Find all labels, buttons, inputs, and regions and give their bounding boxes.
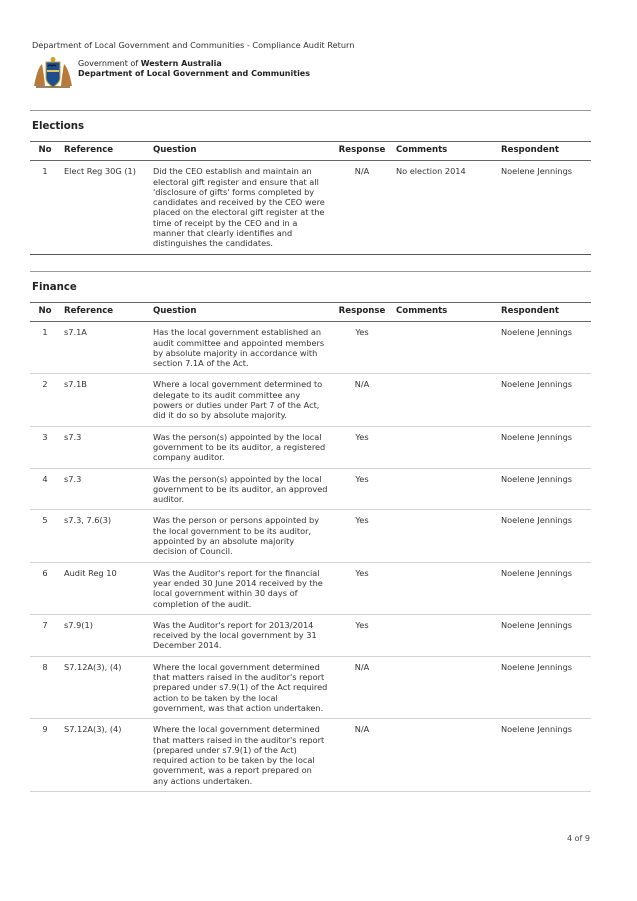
row-respondent: Noelene Jennings: [497, 719, 591, 792]
row-question: Has the local government established an audit committee and appointed members by absolute majority in accordance with section 7.1A of the Act.: [149, 322, 332, 374]
row-reference: Audit Reg 10: [60, 562, 149, 614]
row-no: 1: [30, 322, 60, 374]
row-comments: [392, 562, 497, 614]
row-respondent: Noelene Jennings: [497, 510, 591, 562]
row-comments: [392, 719, 497, 792]
row-comments: [392, 374, 497, 426]
column-header-response: Response: [332, 303, 392, 322]
row-respondent: Noelene Jennings: [497, 656, 591, 718]
table-row: [30, 562, 591, 614]
row-question: Was the Auditor's report for 2013/2014 received by the local government by 31 December 2014.: [149, 614, 332, 656]
table-row: [30, 374, 591, 426]
row-response: Yes: [332, 426, 392, 468]
government-logo: [30, 56, 330, 92]
section-divider: [30, 271, 591, 272]
row-reference: Elect Reg 30G (1): [60, 161, 149, 254]
column-header-no: No: [30, 303, 60, 322]
row-no: 1: [30, 161, 60, 254]
column-header-comments: Comments: [392, 142, 497, 161]
table-row: [30, 468, 591, 510]
row-response: Yes: [332, 562, 392, 614]
row-comments: [392, 656, 497, 718]
column-header-reference: Reference: [60, 303, 149, 322]
row-reference: s7.1A: [60, 322, 149, 374]
government-name: Government of Western Australia: [78, 59, 222, 68]
table-row: [30, 510, 591, 562]
wa-coat-of-arms-icon: [30, 56, 76, 90]
row-comments: [392, 426, 497, 468]
row-no: 4: [30, 468, 60, 510]
row-comments: [392, 614, 497, 656]
column-header-comments: Comments: [392, 303, 497, 322]
table-row: [30, 322, 591, 374]
row-no: 7: [30, 614, 60, 656]
finance-table: [30, 302, 591, 792]
row-no: 8: [30, 656, 60, 718]
row-comments: [392, 322, 497, 374]
table-header-row: [30, 303, 591, 322]
row-question: Where the local government determined that matters raised in the auditor's report (prepared under s7.9(1) of the Act) required action to be taken by the local government, was a report prepared on any actions undertaken.: [149, 719, 332, 792]
row-response: Yes: [332, 468, 392, 510]
row-no: 5: [30, 510, 60, 562]
row-response: Yes: [332, 614, 392, 656]
row-comments: [392, 510, 497, 562]
row-response: Yes: [332, 322, 392, 374]
elections-table: [30, 141, 591, 255]
row-question: Was the person(s) appointed by the local government to be its auditor, an approved auditor.: [149, 468, 332, 510]
row-question: Did the CEO establish and maintain an electoral gift register and ensure that all 'disclosure of gifts' forms completed by candidates and received by the CEO were placed on the electoral gift register at the time of receipt by the CEO and in a manner that clearly identifies and distinguishes the candidates.: [149, 161, 332, 254]
row-question: Was the person or persons appointed by the local government to be its auditor, appointed by an absolute majority decision of Council.: [149, 510, 332, 562]
row-respondent: Noelene Jennings: [497, 614, 591, 656]
row-response: N/A: [332, 719, 392, 792]
section-title-elections: Elections: [32, 121, 85, 132]
column-header-respondent: Respondent: [497, 142, 591, 161]
table-row: [30, 614, 591, 656]
row-no: 2: [30, 374, 60, 426]
table-header-row: [30, 142, 591, 161]
row-response: Yes: [332, 510, 392, 562]
row-reference: s7.9(1): [60, 614, 149, 656]
row-respondent: Noelene Jennings: [497, 322, 591, 374]
row-reference: s7.3, 7.6(3): [60, 510, 149, 562]
row-question: Was the Auditor's report for the financial year ended 30 June 2014 received by the local government within 30 days of completion of the audit.: [149, 562, 332, 614]
row-question: Where the local government determined that matters raised in the auditor's report prepared under s7.9(1) of the Act required action to be taken by the local government, was that action undertaken.: [149, 656, 332, 718]
column-header-respondent: Respondent: [497, 303, 591, 322]
row-respondent: Noelene Jennings: [497, 468, 591, 510]
row-no: 9: [30, 719, 60, 792]
column-header-no: No: [30, 142, 60, 161]
row-question: Was the person(s) appointed by the local government to be its auditor, a registered company auditor.: [149, 426, 332, 468]
row-reference: S7.12A(3), (4): [60, 656, 149, 718]
row-response: N/A: [332, 374, 392, 426]
row-reference: S7.12A(3), (4): [60, 719, 149, 792]
column-header-response: Response: [332, 142, 392, 161]
row-no: 6: [30, 562, 60, 614]
department-name: Department of Local Government and Communities: [78, 69, 310, 78]
row-reference: s7.3: [60, 426, 149, 468]
row-comments: No election 2014: [392, 161, 497, 254]
column-header-question: Question: [149, 303, 332, 322]
row-no: 3: [30, 426, 60, 468]
table-row: [30, 426, 591, 468]
page-number: 4 of 9: [567, 834, 590, 843]
column-header-question: Question: [149, 142, 332, 161]
column-header-reference: Reference: [60, 142, 149, 161]
table-row: [30, 161, 591, 254]
row-respondent: Noelene Jennings: [497, 426, 591, 468]
row-question: Where a local government determined to delegate to its audit committee any powers or duties under Part 7 of the Act, did it do so by absolute majority.: [149, 374, 332, 426]
row-reference: s7.1B: [60, 374, 149, 426]
row-respondent: Noelene Jennings: [497, 374, 591, 426]
document-title: Department of Local Government and Communities - Compliance Audit Return: [32, 40, 355, 50]
section-title-finance: Finance: [32, 282, 77, 293]
table-row: [30, 656, 591, 718]
row-respondent: Noelene Jennings: [497, 161, 591, 254]
row-reference: s7.3: [60, 468, 149, 510]
row-respondent: Noelene Jennings: [497, 562, 591, 614]
row-comments: [392, 468, 497, 510]
header-divider: [30, 110, 591, 111]
row-response: N/A: [332, 161, 392, 254]
table-row: [30, 719, 591, 792]
row-response: N/A: [332, 656, 392, 718]
